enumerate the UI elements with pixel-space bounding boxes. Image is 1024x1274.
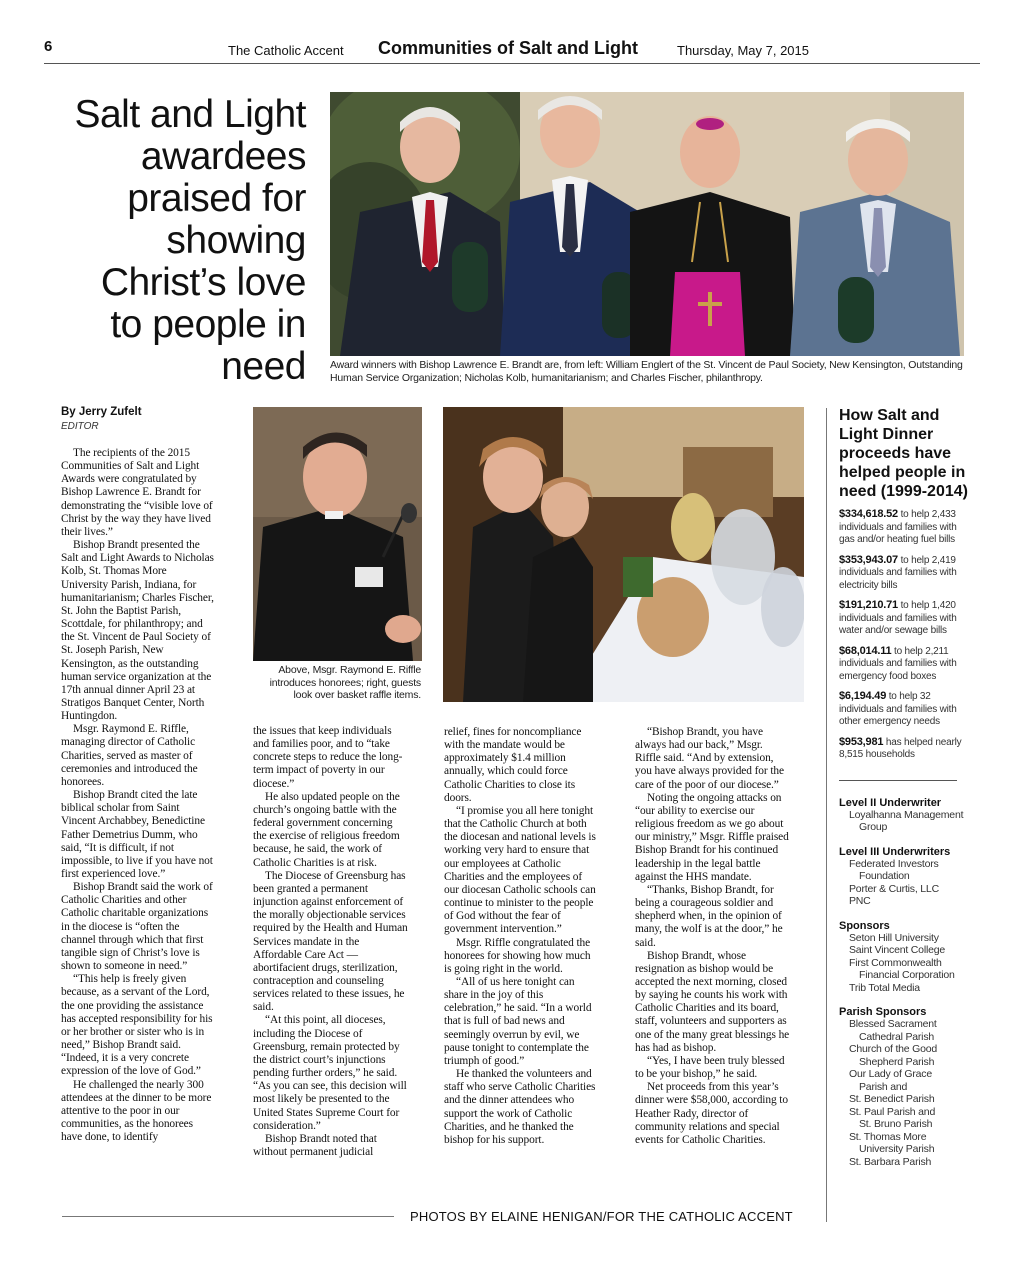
sponsor-name: Financial Corporation <box>859 969 955 981</box>
article-paragraph: He also updated people on the church’s ongoing battle with the federal government concerning the exercise of religious freedom because, he said, the work of Catholic Charities is at risk. <box>253 790 400 869</box>
sponsor-name: Group <box>859 821 888 833</box>
sponsor-name: Foundation <box>859 870 910 882</box>
stat-amount: $953,981 <box>839 735 884 748</box>
sidebar-stat <box>839 645 969 684</box>
stat-text: to help 32 individuals and families with other emergency needs <box>839 691 957 727</box>
article-paragraph: relief, fines for noncompliance with the mandate would be approximately $1.4 million annually, which could force Catholic Charities to close its doors. <box>444 726 582 804</box>
sidebar <box>839 406 969 1168</box>
basket-raffle-photo <box>443 407 804 702</box>
sponsor-name: Loyalhanna Management <box>849 808 964 821</box>
msgr-riffle-photo <box>253 407 422 661</box>
headline <box>60 94 306 388</box>
sponsor-level: Parish Sponsors <box>839 1006 927 1018</box>
article-paragraph: Bishop Brandt, whose resignation as bishop would be accepted the next morning, closed by saying he counts his work with Catholic Charities and its board, staff, volunteers and supporters as one of the many great blessings he has had as bishop. <box>635 949 790 1054</box>
stat-text: to help 2,419 individuals and families with electricity bills <box>839 554 957 591</box>
article-column-3 <box>444 726 599 1147</box>
bottom-rule <box>62 1216 394 1217</box>
article-paragraph: Msgr. Raymond E. Riffle, managing director of Catholic Charities, served as master of ceremonies and introduced the honorees. <box>61 723 198 788</box>
sponsor-name: Church of the Good <box>849 1043 938 1055</box>
article-paragraph: He thanked the volunteers and staff who serve Catholic Charities and the dinner attendees who support the work of Catholic Charities, and he thanked the bishop for his support. <box>444 1068 596 1146</box>
stat-text: has helped nearly 8,515 households <box>839 736 962 760</box>
article-paragraph: “Bishop Brandt, you have always had our back,” Msgr. Riffle said. “And by extension, you have always provided for the care of the poor of our diocese.” <box>635 726 784 791</box>
section-title: Communities of Salt and Light <box>378 38 638 58</box>
sponsor-name: Blessed Sacrament <box>849 1018 937 1030</box>
sponsor-name: Our Lady of Grace <box>849 1068 932 1080</box>
stat-amount: $334,618.52 <box>839 508 898 520</box>
sponsor-name: First Commonwealth <box>849 956 942 969</box>
sponsor-level: Level III Underwriters <box>839 845 951 858</box>
article-column-2 <box>253 725 408 1159</box>
sidebar-stat <box>839 736 969 762</box>
stat-amount: $353,943.07 <box>839 553 898 566</box>
article-paragraph: Msgr. Riffle congratulated the honorees for showing how much is going right in the world. <box>444 936 591 975</box>
sponsor-name: St. Barbara Parish <box>849 1155 932 1168</box>
sponsor-name: Trib Total Media <box>849 981 920 994</box>
article-paragraph: “At this point, all dioceses, including the Diocese of Greensburg, remain protected by the district court’s injunctions pending further orders,” he said. “As you can see, this decision will most likely be presented to the United States Supreme Court for consideration.” <box>253 1014 407 1132</box>
stat-amount: $6,194.49 <box>839 690 887 702</box>
headline-line: need <box>221 345 306 388</box>
stat-text: to help 1,420 individuals and families with water and/or sewage bills <box>839 600 957 636</box>
publication-name: The Catholic Accent <box>228 43 344 58</box>
headline-line: to people in <box>110 303 306 346</box>
article-paragraph: He challenged the nearly 300 attendees at the dinner to be more attentive to the poor in our communities, as the honorees have done, to identify <box>61 1078 212 1144</box>
issue-date: Thursday, May 7, 2015 <box>677 43 809 58</box>
sponsor-level: Level II Underwriter <box>839 796 942 809</box>
sidebar-stat <box>839 508 969 547</box>
award-winners-photo <box>330 92 964 356</box>
sponsor-name: Parish and <box>859 1080 908 1093</box>
sponsor-name: St. Paul Parish and <box>849 1105 936 1118</box>
article-paragraph: “All of us here tonight can share in the joy of this celebration,” he said. “In a world that is full of bad news and seemingly overrun by evil, we pause tonight to contemplate the triumph of good.” <box>444 975 592 1067</box>
page-number: 6 <box>44 38 53 55</box>
sponsor-name: Shepherd Parish <box>859 1055 935 1068</box>
sponsor-name: University Parish <box>859 1143 935 1155</box>
article-paragraph: “This help is freely given because, as a servant of the Lord, the one providing the assistance has accepted responsibility for his or her brother or sister who is in need,” Bishop Brandt said. “Indeed, it is a very concrete expression of the love of God.” <box>61 973 213 1078</box>
stat-text: to help 2,211 individuals and families with emergency food boxes <box>839 645 957 682</box>
sidebar-rule <box>839 780 957 781</box>
middle-photo-caption: Above, Msgr. Raymond E. Riffle introduces honorees; right, guests look over basket raffle items. <box>269 664 421 701</box>
header-rule <box>44 63 980 64</box>
stat-text: to help 2,433 individuals and families with gas and/or heating fuel bills <box>839 509 957 545</box>
sponsor-name: St. Bruno Parish <box>859 1118 933 1130</box>
article-paragraph: Net proceeds from this year’s dinner were $58,000, according to Heather Rady, director of community relations and special events for Catholic Charities. <box>635 1081 788 1146</box>
headline-line: awardees <box>140 135 306 178</box>
sidebar-stat <box>839 554 969 593</box>
article-paragraph: Bishop Brandt cited the late biblical scholar from Saint Vincent Archabbey, Benedictine Father Demetrius Dumm, who said, “It is difficult, if not impossible, to live if you have not first experienced love.” <box>61 789 213 880</box>
sponsor-name: Cathedral Parish <box>859 1030 935 1043</box>
stat-amount: $68,014.11 <box>839 644 892 657</box>
article-paragraph: Bishop Brandt noted that without permanent judicial <box>253 1132 377 1158</box>
headline-line: showing <box>166 219 306 262</box>
sponsor-name: St. Benedict Parish <box>849 1093 935 1105</box>
article-paragraph: the issues that keep individuals and families poor, and to “take concrete steps to reduce the long-term impact of poverty in our diocese.” <box>253 725 403 790</box>
sponsor-level: Sponsors <box>839 919 890 932</box>
sponsor-name: PNC <box>849 895 871 907</box>
article-paragraph: Bishop Brandt presented the Salt and Light Awards to Nicholas Kolb, St. Thomas More University Parish, Indiana, for humanitarianism; Charles Fischer, St. John the Baptist Parish, Scottdale, for philanthropy; and the St. Vincent de Paul Society of St. Joseph Parish, New Kensington, as the outstanding human service organization at the 17th annual dinner April 23 at Stratigos Banquet Center, North Huntingdon. <box>61 539 214 723</box>
sponsor-name: Porter & Curtis, LLC <box>849 882 939 895</box>
sidebar-divider <box>826 408 827 1222</box>
article-paragraph: Bishop Brandt said the work of Catholic Charities and other Catholic charitable organizations in the diocese is “often the channel through which that first tangible sign of Christ’s love is shown to someone in need.” <box>61 881 213 973</box>
sponsor-name: St. Thomas More <box>849 1130 927 1143</box>
headline-line: Christ’s love <box>100 261 306 304</box>
byline-role: EDITOR <box>61 421 99 432</box>
article-paragraph: “Thanks, Bishop Brandt, for being a courageous soldier and shepherd when, in the opinion of many, the wolf is at the door,” he said. <box>635 883 783 949</box>
article-paragraph: The recipients of the 2015 Communities of Salt and Light Awards were congratulated by Bishop Lawrence E. Brandt for demonstrating the “visible love of Christ by the way they have lived their lives.” <box>61 447 213 538</box>
byline-name: By Jerry Zufelt <box>61 406 142 418</box>
article-paragraph: “I promise you all here tonight that the Catholic Church at both the diocesan and national levels is working very hard to ensure that our employees at Catholic Charities and the employees of our diocesan Catholic schools can continue to minister to the people of God without the fear of government intervention.” <box>444 804 596 936</box>
sponsor-list <box>839 797 969 1169</box>
photo-credit: PHOTOS BY ELAINE HENIGAN/FOR THE CATHOLIC ACCENT <box>410 1209 793 1224</box>
headline-line: praised for <box>127 177 306 220</box>
article-paragraph: The Diocese of Greensburg has been granted a permanent injunction against enforcement of the morally objectionable services required by the Health and Human Services mandate in the Affordable Care Act — abortifacient drugs, sterilization, contraception and counseling services related to these issues, he said. <box>253 869 408 1014</box>
sidebar-heading: How Salt and Light Dinner proceeds have helped people in need (1999-2014) <box>839 407 968 500</box>
article-paragraph: Noting the ongoing attacks on “our ability to exercise our religious freedom as we go about our ministry,” Msgr. Riffle praised Bishop Brandt for his continued leadership in the legal battle against the HHS mandate. <box>635 791 789 883</box>
article-paragraph: “Yes, I have been truly blessed to be your bishop,” he said. <box>635 1054 785 1081</box>
article-column-4 <box>635 726 790 1147</box>
headline-line: Salt and Light <box>74 93 306 136</box>
top-photo-caption: Award winners with Bishop Lawrence E. Brandt are, from left: William Englert of the St. Vincent de Paul Society, New Kensington, Outstanding Human Service Organization; Nicholas Kolb, humanitarianism; and Charles Fischer, philanthropy. <box>330 359 963 384</box>
sponsor-name: Federated Investors <box>849 857 939 870</box>
sponsor-name: Seton Hill University <box>849 931 939 944</box>
sidebar-stats <box>839 508 969 762</box>
sidebar-stat <box>839 690 969 729</box>
sidebar-stat <box>839 599 969 638</box>
sponsor-name: Saint Vincent College <box>849 944 946 956</box>
stat-amount: $191,210.71 <box>839 599 898 611</box>
article-column-1 <box>61 447 216 1144</box>
